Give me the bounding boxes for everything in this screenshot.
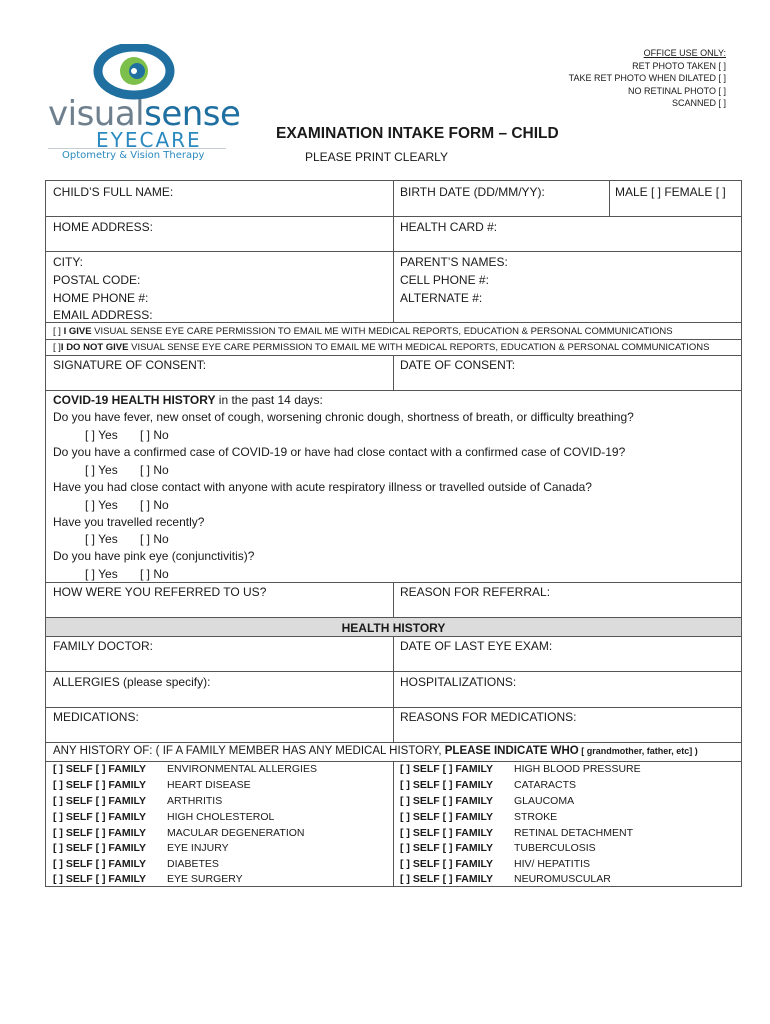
last-eye-exam-label[interactable]: DATE OF LAST EYE EXAM: <box>400 639 553 653</box>
referral-reason-label[interactable]: REASON FOR REFERRAL: <box>400 585 551 599</box>
history-item-high-cholesterol[interactable]: [ ] SELF [ ] FAMILY HIGH CHOLESTEROL <box>53 811 275 823</box>
covid-question: Do you have a confirmed case of COVID-19 or have had close contact with a confirmed case of COVID-19? <box>53 445 626 459</box>
consent-not-give-option[interactable]: [ ]I DO NOT GIVE VISUAL SENSE EYE CARE PERMISSION TO EMAIL ME WITH MEDICAL REPORTS, EDUCATION & PERSONAL COMMUNICATIONS <box>53 342 710 353</box>
col-divider <box>393 761 394 887</box>
col-divider <box>609 181 610 216</box>
office-use-heading: OFFICE USE ONLY: <box>643 48 726 58</box>
intake-form <box>45 180 742 887</box>
col-divider <box>393 582 394 617</box>
row-divider <box>46 742 741 743</box>
city-label[interactable]: CITY: <box>53 255 84 269</box>
signature-label[interactable]: SIGNATURE OF CONSENT: <box>53 358 207 372</box>
referral-how-label[interactable]: HOW WERE YOU REFERRED TO US? <box>53 585 267 599</box>
history-item-arthritis[interactable]: [ ] SELF [ ] FAMILY ARTHRITIS <box>53 795 223 807</box>
reasons-medications-label[interactable]: REASONS FOR MEDICATIONS: <box>400 710 577 724</box>
no-checkbox[interactable]: [ ] No <box>140 428 169 442</box>
gender-checkboxes[interactable]: MALE [ ] FEMALE [ ] <box>615 185 726 199</box>
covid-question: Do you have fever, new onset of cough, worsening chronic dough, shortness of breath, or difficulty breathing? <box>53 410 634 424</box>
history-item-high-blood-pressure[interactable]: [ ] SELF [ ] FAMILY HIGH BLOOD PRESSURE <box>400 763 641 775</box>
history-item-retinal-detachment[interactable]: [ ] SELF [ ] FAMILY RETINAL DETACHMENT <box>400 827 634 839</box>
cell-phone-label[interactable]: CELL PHONE #: <box>400 273 489 287</box>
form-title: EXAMINATION INTAKE FORM – CHILD <box>276 125 559 142</box>
no-checkbox[interactable]: [ ] No <box>140 498 169 512</box>
office-item[interactable]: TAKE RET PHOTO WHEN DILATED [ ] <box>568 73 726 83</box>
logo-eyecare: EYECARE <box>96 128 202 152</box>
logo-tagline: Optometry & Vision Therapy <box>62 150 205 161</box>
no-checkbox[interactable]: [ ] No <box>140 567 169 581</box>
history-item-hiv-hepatitis[interactable]: [ ] SELF [ ] FAMILY HIV/ HEPATITIS <box>400 858 591 870</box>
row-divider <box>46 390 741 391</box>
home-address-label[interactable]: HOME ADDRESS: <box>53 220 154 234</box>
history-item-macular-degeneration[interactable]: [ ] SELF [ ] FAMILY MACULAR DEGENERATION <box>53 827 305 839</box>
history-item-stroke[interactable]: [ ] SELF [ ] FAMILY STROKE <box>400 811 558 823</box>
covid-question: Do you have pink eye (conjunctivitis)? <box>53 549 255 563</box>
date-consent-label[interactable]: DATE OF CONSENT: <box>400 358 516 372</box>
yes-checkbox[interactable]: [ ] Yes <box>85 567 118 581</box>
hospitalizations-label[interactable]: HOSPITALIZATIONS: <box>400 675 517 689</box>
postal-code-label[interactable]: POSTAL CODE: <box>53 273 141 287</box>
child-name-label[interactable]: CHILD’S FULL NAME: <box>53 185 174 199</box>
office-item[interactable]: RET PHOTO TAKEN [ ] <box>632 60 726 71</box>
parents-names-label[interactable]: PARENT’S NAMES: <box>400 255 508 269</box>
col-divider <box>393 355 394 390</box>
office-use-block <box>569 47 726 110</box>
history-item-heart-disease[interactable]: [ ] SELF [ ] FAMILY HEART DISEASE <box>53 779 251 791</box>
alternate-phone-label[interactable]: ALTERNATE #: <box>400 291 483 305</box>
history-item-tuberculosis[interactable]: [ ] SELF [ ] FAMILY TUBERCULOSIS <box>400 842 596 854</box>
medications-label[interactable]: MEDICATIONS: <box>53 710 139 724</box>
yes-checkbox[interactable]: [ ] Yes <box>85 428 118 442</box>
health-history-heading: HEALTH HISTORY <box>341 621 446 635</box>
history-item-diabetes[interactable]: [ ] SELF [ ] FAMILY DIABETES <box>53 858 219 870</box>
history-item-eye-injury[interactable]: [ ] SELF [ ] FAMILY EYE INJURY <box>53 842 229 854</box>
form-subtitle: PLEASE PRINT CLEARLY <box>305 150 448 164</box>
history-item-glaucoma[interactable]: [ ] SELF [ ] FAMILY GLAUCOMA <box>400 795 575 807</box>
home-phone-label[interactable]: HOME PHONE #: <box>53 291 149 305</box>
no-checkbox[interactable]: [ ] No <box>140 532 169 546</box>
no-checkbox[interactable]: [ ] No <box>140 463 169 477</box>
logo-wordmark: visualsense <box>48 94 241 134</box>
covid-heading: COVID-19 HEALTH HISTORY in the past 14 days: <box>53 393 323 407</box>
history-item-environmental-allergies[interactable]: [ ] SELF [ ] FAMILY ENVIRONMENTAL ALLERGIES <box>53 763 317 775</box>
allergies-label[interactable]: ALLERGIES (please specify): <box>53 675 211 689</box>
office-item[interactable]: NO RETINAL PHOTO [ ] <box>627 85 726 96</box>
row-divider <box>46 339 741 340</box>
col-divider <box>393 181 394 322</box>
email-label[interactable]: EMAIL ADDRESS: <box>53 308 153 322</box>
health-card-label[interactable]: HEALTH CARD #: <box>400 220 498 234</box>
logo-divider <box>48 148 226 149</box>
consent-give-option[interactable]: [ ] I GIVE VISUAL SENSE EYE CARE PERMISSION TO EMAIL ME WITH MEDICAL REPORTS, EDUCATION & PERSONAL COMMUNICATIONS <box>53 326 673 337</box>
history-item-eye-surgery[interactable]: [ ] SELF [ ] FAMILY EYE SURGERY <box>53 873 243 885</box>
col-divider <box>393 636 394 742</box>
history-item-cataracts[interactable]: [ ] SELF [ ] FAMILY CATARACTS <box>400 779 577 791</box>
covid-question: Have you travelled recently? <box>53 515 205 529</box>
row-divider <box>46 322 741 323</box>
any-history-instructions: ANY HISTORY OF: ( IF A FAMILY MEMBER HAS ANY MEDICAL HISTORY, PLEASE INDICATE WHO [ grandmother, father, etc] ) <box>53 745 698 757</box>
history-item-neuromuscular[interactable]: [ ] SELF [ ] FAMILY NEUROMUSCULAR <box>400 873 611 885</box>
yes-checkbox[interactable]: [ ] Yes <box>85 463 118 477</box>
yes-checkbox[interactable]: [ ] Yes <box>85 498 118 512</box>
office-item[interactable]: SCANNED [ ] <box>671 98 726 108</box>
birth-date-label[interactable]: BIRTH DATE (DD/MM/YY): <box>400 185 545 199</box>
yes-checkbox[interactable]: [ ] Yes <box>85 532 118 546</box>
family-doctor-label[interactable]: FAMILY DOCTOR: <box>53 639 154 653</box>
covid-question: Have you had close contact with anyone with acute respiratory illness or travelled outside of Canada? <box>53 480 592 494</box>
